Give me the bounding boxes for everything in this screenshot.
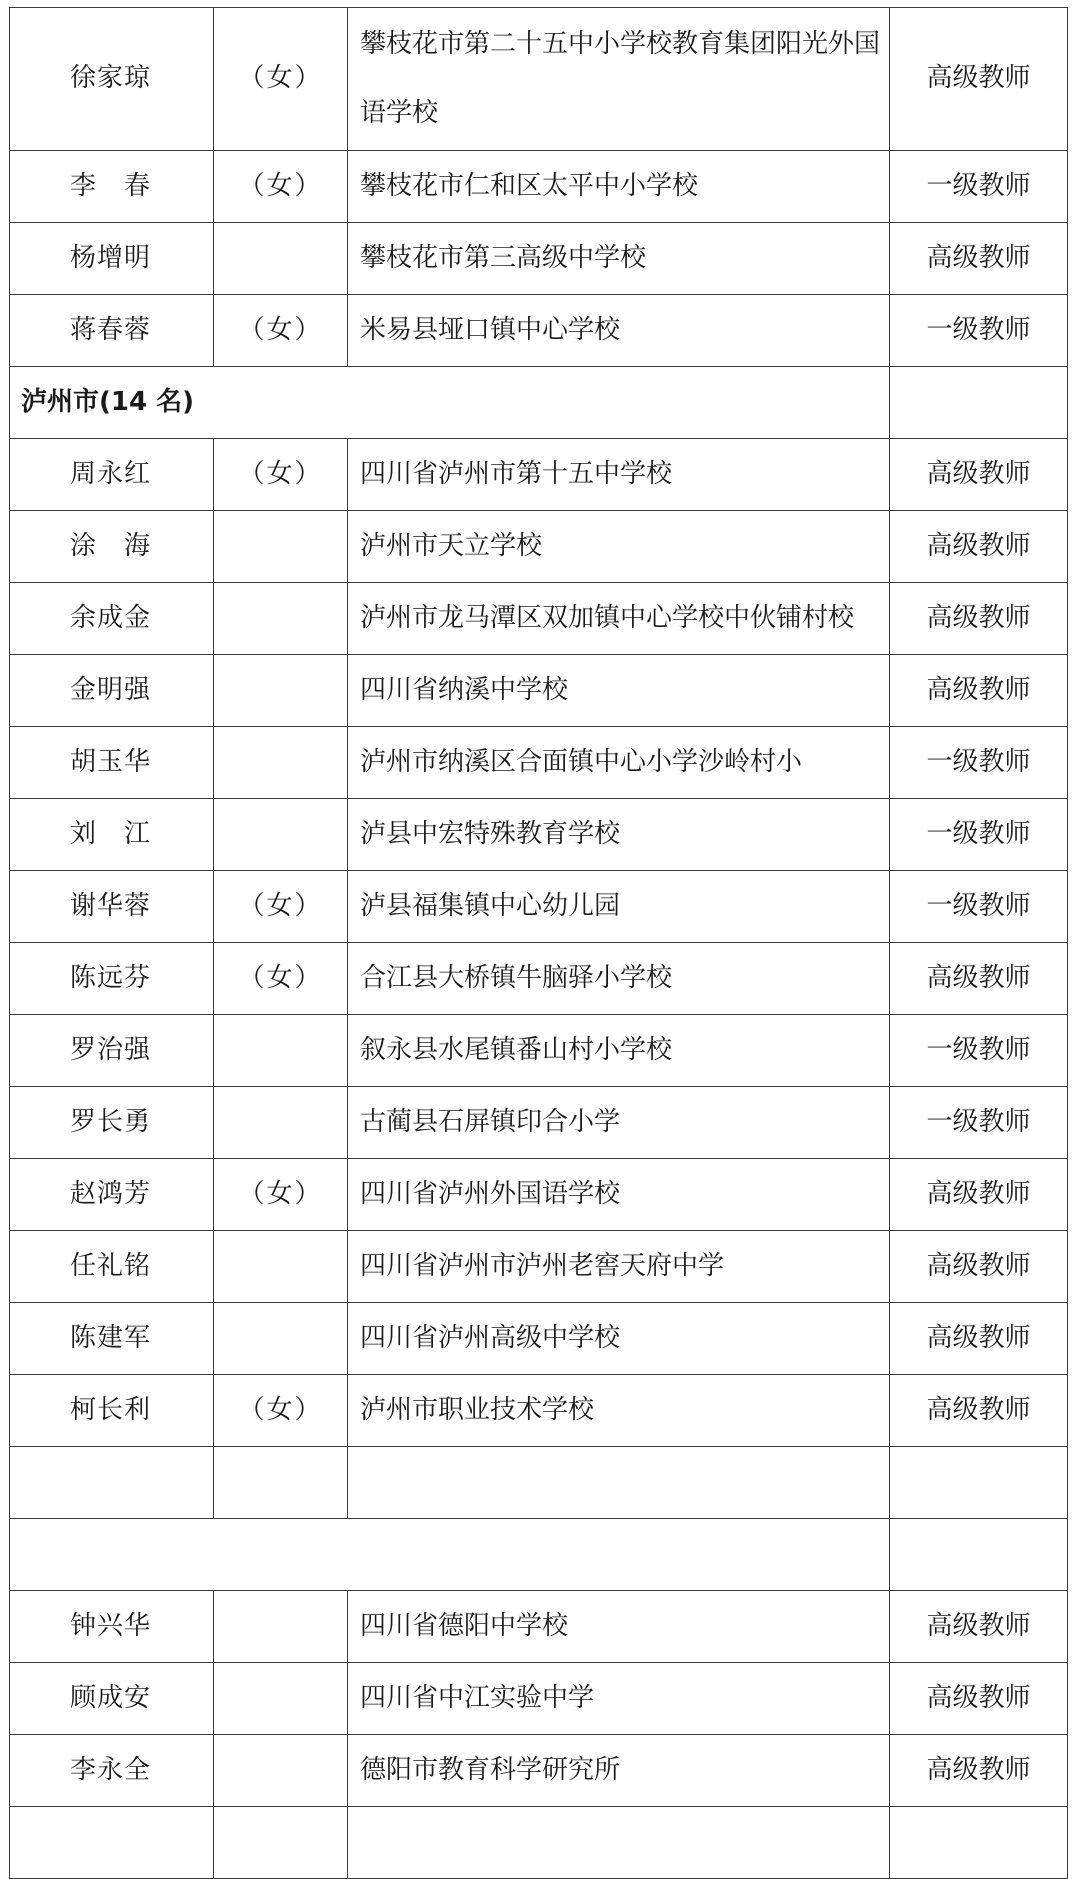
teacher-rank: 一级教师 [890, 151, 1068, 223]
school-name: 叙永县水尾镇番山村小学校 [348, 1015, 890, 1087]
table-row [10, 151, 1068, 223]
roster-body [10, 8, 1068, 1879]
table-row [10, 1159, 1068, 1231]
teacher-rank: 高级教师 [890, 511, 1068, 583]
school-name: 攀枝花市第三高级中学校 [348, 223, 890, 295]
teacher-name: 顾成安 [10, 1663, 214, 1735]
table-row [10, 295, 1068, 367]
table-row [10, 511, 1068, 583]
table-row [10, 943, 1068, 1015]
gender-note: （女） [214, 8, 348, 151]
gender-note [214, 1663, 348, 1735]
teacher-rank: 高级教师 [890, 1735, 1068, 1807]
teacher-name: 周永红 [10, 439, 214, 511]
school-name: 四川省泸州外国语学校 [348, 1159, 890, 1231]
gender-note: （女） [214, 295, 348, 367]
gender-note [214, 1591, 348, 1663]
gender-note: （女） [214, 1375, 348, 1447]
table-row [10, 655, 1068, 727]
teacher-rank: 一级教师 [890, 295, 1068, 367]
table-row [10, 1303, 1068, 1375]
school-name: 四川省泸州市第十五中学校 [348, 439, 890, 511]
gender-note [214, 583, 348, 655]
teacher-name: 刘 江 [10, 799, 214, 871]
table-row [10, 1591, 1068, 1663]
gender-note [214, 1807, 348, 1879]
table-row [10, 727, 1068, 799]
school-name: 合江县大桥镇牛脑驿小学校 [348, 943, 890, 1015]
gender-note: （女） [214, 943, 348, 1015]
gender-note [214, 511, 348, 583]
gender-note [214, 1447, 348, 1519]
teacher-rank: 高级教师 [890, 1303, 1068, 1375]
teacher-roster-table [9, 7, 1068, 1879]
teacher-rank: 高级教师 [890, 1159, 1068, 1231]
teacher-rank: 高级教师 [890, 1591, 1068, 1663]
school-name: 四川省纳溪中学校 [348, 655, 890, 727]
gender-note [214, 1303, 348, 1375]
empty-cell [890, 367, 1068, 439]
school-name: 泸州市职业技术学校 [348, 1375, 890, 1447]
table-row [10, 8, 1068, 151]
school-name: 德阳市教育科学研究所 [348, 1735, 890, 1807]
school-name [348, 1447, 890, 1519]
teacher-rank [890, 1447, 1068, 1519]
table-row [10, 1447, 1068, 1519]
teacher-name: 柯长利 [10, 1375, 214, 1447]
gender-note [214, 1735, 348, 1807]
school-name: 泸县福集镇中心幼儿园 [348, 871, 890, 943]
teacher-rank: 高级教师 [890, 1663, 1068, 1735]
table-row [10, 439, 1068, 511]
teacher-name: 陈远芬 [10, 943, 214, 1015]
teacher-name: 李 春 [10, 151, 214, 223]
gender-note [214, 799, 348, 871]
teacher-name: 杨增明 [10, 223, 214, 295]
teacher-name: 徐家琼 [10, 8, 214, 151]
gender-note: （女） [214, 151, 348, 223]
gender-note: （女） [214, 1159, 348, 1231]
teacher-name: 李永全 [10, 1735, 214, 1807]
city-section-heading: 泸州市(14 名) [10, 367, 890, 439]
gender-note [214, 655, 348, 727]
gender-note [214, 223, 348, 295]
school-name: 泸县中宏特殊教育学校 [348, 799, 890, 871]
teacher-name: 罗治强 [10, 1015, 214, 1087]
school-name: 泸州市龙马潭区双加镇中心学校中伙铺村校 [348, 583, 890, 655]
teacher-name: 金明强 [10, 655, 214, 727]
table-row [10, 1375, 1068, 1447]
school-name: 四川省中江实验中学 [348, 1663, 890, 1735]
table-row [10, 583, 1068, 655]
gender-note [214, 727, 348, 799]
table-row [10, 1087, 1068, 1159]
teacher-rank: 高级教师 [890, 223, 1068, 295]
teacher-rank [890, 1807, 1068, 1879]
table-row [10, 1663, 1068, 1735]
school-name: 四川省泸州高级中学校 [348, 1303, 890, 1375]
teacher-name: 钟兴华 [10, 1591, 214, 1663]
table-row [10, 223, 1068, 295]
teacher-name: 谢华蓉 [10, 871, 214, 943]
teacher-rank: 高级教师 [890, 583, 1068, 655]
teacher-name: 罗长勇 [10, 1087, 214, 1159]
teacher-name: 任礼铭 [10, 1231, 214, 1303]
teacher-rank: 高级教师 [890, 1231, 1068, 1303]
teacher-rank: 一级教师 [890, 799, 1068, 871]
teacher-name: 陈建军 [10, 1303, 214, 1375]
table-row [10, 1735, 1068, 1807]
school-name: 古蔺县石屏镇印合小学 [348, 1087, 890, 1159]
gender-note [214, 1231, 348, 1303]
school-name: 四川省德阳中学校 [348, 1591, 890, 1663]
gender-note [214, 1015, 348, 1087]
gender-note: （女） [214, 871, 348, 943]
teacher-rank: 一级教师 [890, 1087, 1068, 1159]
section-row [10, 1519, 1068, 1591]
teacher-rank: 高级教师 [890, 8, 1068, 151]
table-row [10, 799, 1068, 871]
school-name: 泸州市纳溪区合面镇中心小学沙岭村小 [348, 727, 890, 799]
school-name: 攀枝花市仁和区太平中小学校 [348, 151, 890, 223]
teacher-rank: 高级教师 [890, 439, 1068, 511]
school-name [348, 1807, 890, 1879]
teacher-rank: 高级教师 [890, 655, 1068, 727]
school-name: 四川省泸州市泸州老窖天府中学 [348, 1231, 890, 1303]
school-name: 泸州市天立学校 [348, 511, 890, 583]
empty-cell [890, 1519, 1068, 1591]
teacher-name: 涂 海 [10, 511, 214, 583]
teacher-name: 赵鸿芳 [10, 1159, 214, 1231]
teacher-name: 胡玉华 [10, 727, 214, 799]
table-row [10, 1231, 1068, 1303]
teacher-rank: 高级教师 [890, 943, 1068, 1015]
section-row [10, 367, 1068, 439]
teacher-rank: 一级教师 [890, 871, 1068, 943]
teacher-name [10, 1807, 214, 1879]
gender-note: （女） [214, 439, 348, 511]
teacher-rank: 一级教师 [890, 1015, 1068, 1087]
table-row [10, 1015, 1068, 1087]
gender-note [214, 1087, 348, 1159]
teacher-rank: 一级教师 [890, 727, 1068, 799]
table-row [10, 1807, 1068, 1879]
teacher-name [10, 1447, 214, 1519]
city-section-heading [10, 1519, 890, 1591]
teacher-name: 余成金 [10, 583, 214, 655]
teacher-rank: 高级教师 [890, 1375, 1068, 1447]
teacher-name: 蒋春蓉 [10, 295, 214, 367]
school-name: 米易县垭口镇中心学校 [348, 295, 890, 367]
table-row [10, 871, 1068, 943]
school-name: 攀枝花市第二十五中小学校教育集团阳光外国语学校 [348, 8, 890, 151]
